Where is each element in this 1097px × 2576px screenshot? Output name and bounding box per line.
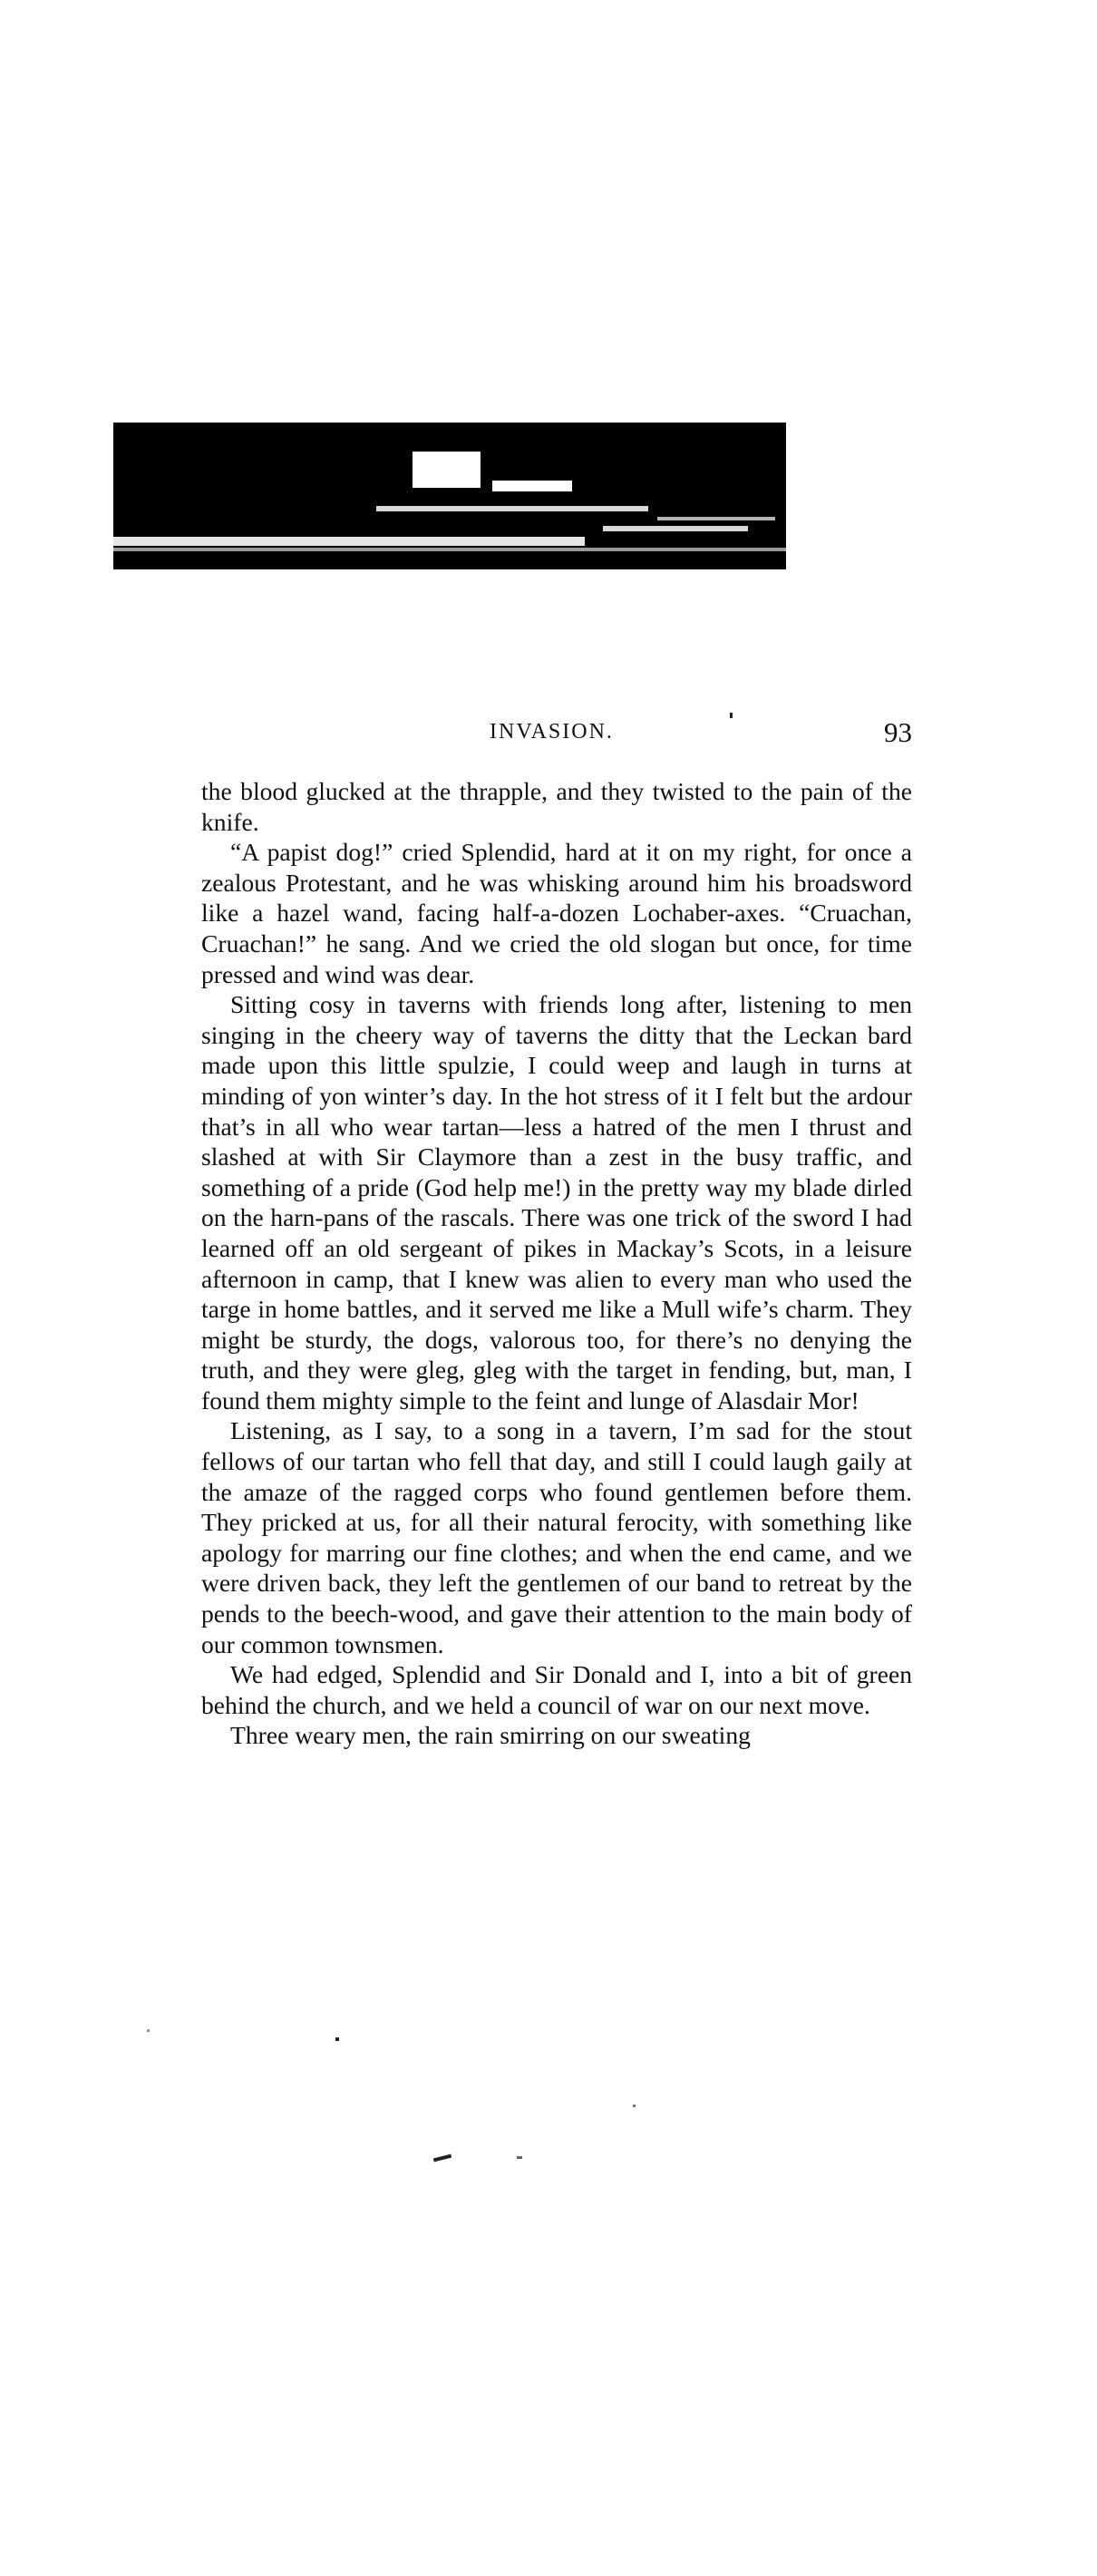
paragraph: Listening, as I say, to a song in a tavern, I’m sad for the stout fellows of our tartan who fell that day, and still I could laugh gaily at the amaze of the ragged corps who found gentlemen before them. They pricked at us, for all their natural ferocity, with something like apology for marring our fine clothes; and when the end came, and we were driven back, they left the gentlemen of our band to retreat by the pends to the beech-wood, and gave their attention to the main body of our common townsmen. [201,1416,912,1658]
running-head [201,716,912,753]
paragraph: “A papist dog!” cried Splendid, hard at it on my right, for once a zealous Protestant, and he was whisking around him his broadsword like a hazel wand, facing half-a-dozen Lochaber-axes. “Cruachan, Cruachan!” he sang. And we cried the old slogan but once, for time pressed and wind was dear. [201,838,912,988]
scan-blot [113,537,585,546]
scan-blot [413,452,481,488]
scan-blot [603,526,748,531]
running-title: INVASION. [490,720,614,744]
scan-blot [113,548,786,551]
scan-speck [433,2154,451,2163]
scan-speck [633,2105,636,2107]
scan-speck [517,2156,522,2159]
scan-speck [335,2037,339,2041]
scan-artifact-bar [113,423,786,569]
paragraph: We had edged, Splendid and Sir Donald and I, into a bit of green behind the church, and we held a council of war on our next move. [201,1660,912,1719]
paragraph: Three weary men, the rain smirring on our sweating [230,1721,751,1750]
scan-blot [492,481,572,491]
scan-speck [730,713,733,718]
paragraph: Sitting cosy in taverns with friends long after, listening to men singing in the cheery way of taverns the ditty that the Leckan bard made upon this little spulzie, I could weep and laugh in turns at minding of yon winter’s day. In the hot stress of it I felt but the ardour that’s in all who wear tartan—less a hatred of the men I thrust and slashed at with Sir Claymore than a zest in the busy traffic, and something of a pride (God help me!) in the pretty way my blade dirled on the harn-pans of the rascals. There was one trick of the sword I had learned off an old sergeant of pikes in Mackay’s Scots, in a leisure afternoon in camp, that I knew was alien to every man who used the targe in home battles, and it served me like a Mull wife’s charm. They might be sturdy, the dogs, valorous too, for there’s no denying the truth, and they were gleg, gleg with the target in fending, but, man, I found them mighty simple to the feint and lunge of Alasdair Mor! [201,990,912,1414]
scan-blot [376,506,648,511]
scan-speck [147,2029,150,2032]
page-number: 93 [884,716,912,748]
paragraph: the blood glucked at the thrapple, and they twisted to the pain of the knife. [201,777,912,836]
body-text [201,776,912,1751]
scan-blot [657,517,775,520]
